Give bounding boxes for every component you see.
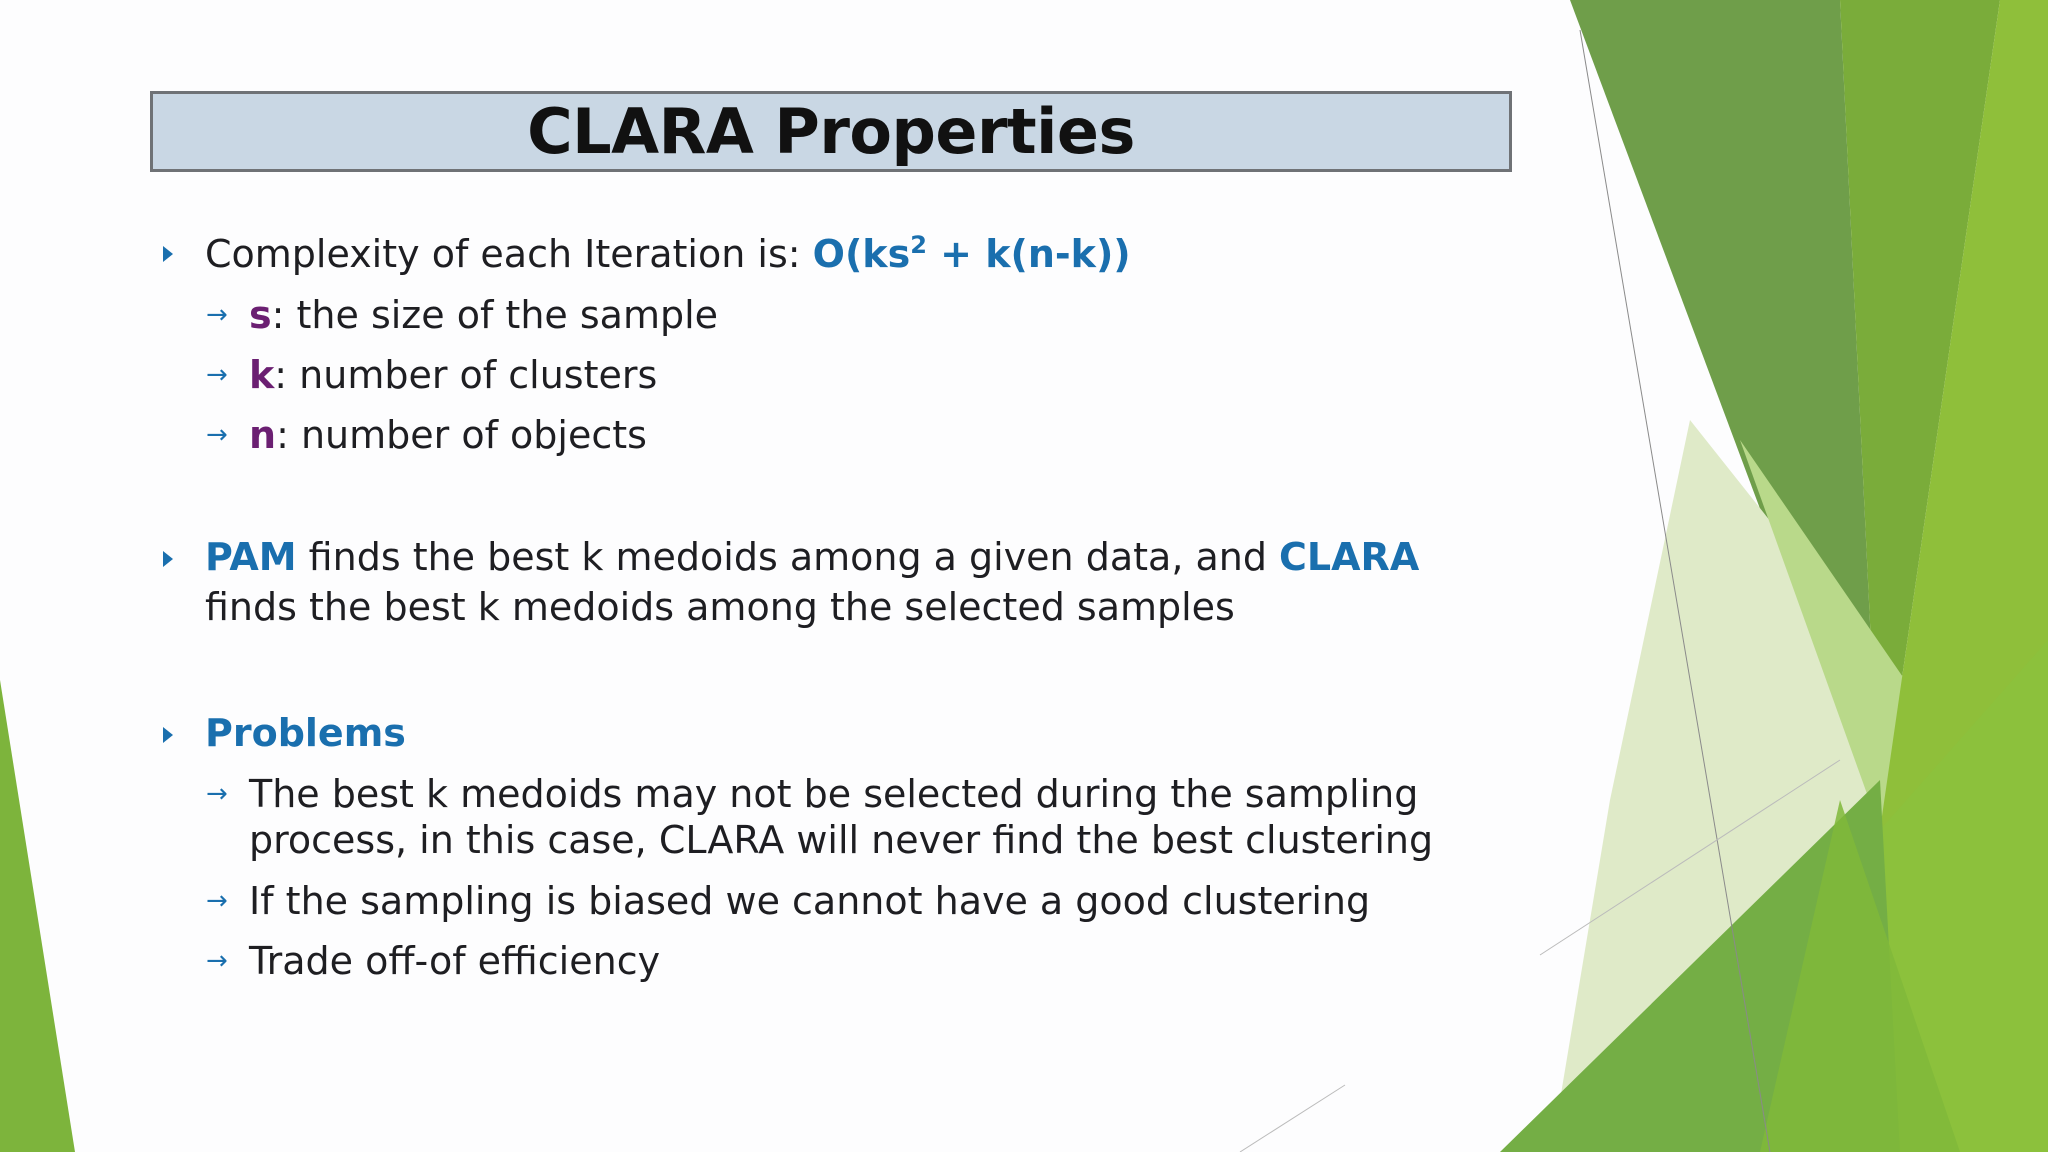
arrow-icon: → [206, 886, 228, 916]
definition-text: : number of objects [276, 413, 647, 457]
formula-superscript: 2 [910, 231, 927, 259]
definition-key: s [249, 293, 272, 337]
arrow-icon: → [206, 360, 228, 390]
definition-text: : number of clusters [274, 353, 658, 397]
problem-item: Trade off-of efficiency [249, 939, 661, 983]
definition-text: : the size of the sample [271, 293, 719, 337]
complexity-line [205, 231, 1131, 277]
bullet-marker-icon [163, 246, 173, 262]
arrow-icon: → [206, 946, 228, 976]
arrow-icon: → [206, 300, 228, 330]
bullet-marker-icon [163, 551, 173, 567]
arrow-icon: → [206, 779, 228, 809]
definition-key: k [249, 353, 275, 397]
formula-part: + k(n-k)) [926, 232, 1131, 276]
definition-item [249, 292, 718, 338]
problems-heading: Problems [205, 711, 406, 755]
definition-key: n [249, 413, 277, 457]
problem-item: If the sampling is biased we cannot have a good clustering [249, 879, 1371, 923]
pam-text: finds the best k medoids among a given data, and [296, 535, 1280, 579]
slide-title: CLARA Properties [527, 95, 1135, 168]
pam-label: PAM [205, 535, 297, 579]
complexity-formula [813, 232, 1131, 276]
clara-label: CLARA [1279, 535, 1420, 579]
definition-item [249, 412, 647, 458]
bullet-marker-icon [163, 727, 173, 743]
pam-line-1 [205, 534, 1419, 580]
definition-item [249, 352, 657, 398]
complexity-text: Complexity of each Iteration is: [205, 232, 813, 276]
arrow-icon: → [206, 420, 228, 450]
problem-item: The best k medoids may not be selected during the sampling [249, 772, 1419, 816]
problem-item-continued: process, in this case, CLARA will never find the best clustering [249, 818, 1434, 862]
pam-line-2: finds the best k medoids among the selected samples [205, 585, 1235, 629]
formula-part: O(ks [812, 232, 911, 276]
